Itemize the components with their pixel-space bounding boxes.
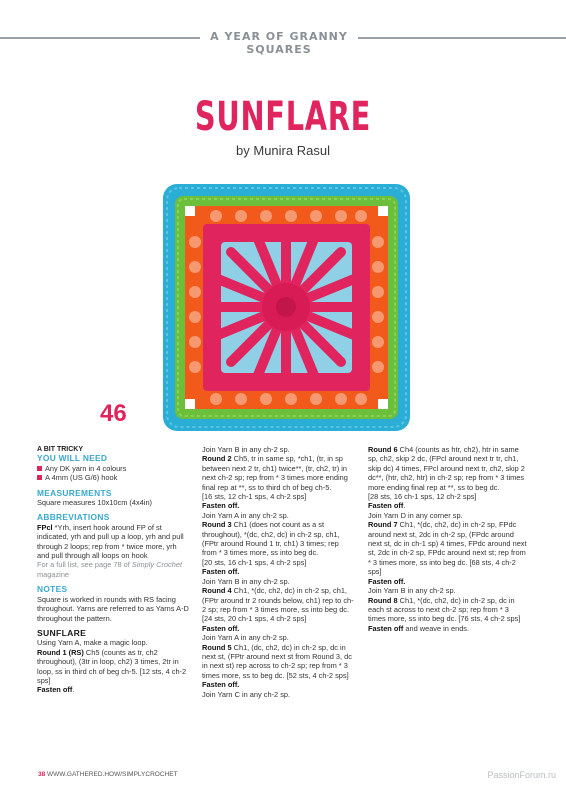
watermark: PassionForum.ru [487, 770, 556, 780]
join-instruction: Join Yarn C in any ch-2 sp. [202, 689, 291, 699]
stitch-count: [16 sts, 12 ch-1 sps, 4 ch-2 sps] [202, 492, 307, 502]
fasten-off: Fasten off. [368, 501, 406, 511]
join-instruction: Join Yarn B in any ch-2 sp. [202, 445, 290, 454]
notes-text: Square is worked in rounds with RS facing throughout. Yarns are referred to as Yarns A-D throughout the pattern. [37, 594, 189, 623]
round-2: Round 2 Ch5, tr in same sp, *ch1, (tr, in sp between next 2 tr, ch1) twice**, (tr, ch2, tr) in next ch-2 sp; rep from * 3 times more ending final rep at **, ss to third ch of beg ch-5. [202, 454, 348, 492]
pattern-title: SUNFLARE [194, 94, 372, 140]
series-header [0, 30, 566, 56]
round-7: Round 7 Ch1, *(dc, ch2, dc) in ch-2 sp, FPdc around next st, 2dc in ch-2 sp, (FPdc around next st, dc in ch-1 sp) 4 times, FPdc around next st, 2dc in ch-2 sp, FPdc around next st; rep from * 3 times more, ss into beg dc. [68 sts, 4 ch-2 sps] [368, 520, 527, 577]
stitch-count: [24 sts, 20 ch-1 sps, 4 ch-2 sps] [202, 614, 307, 624]
round-5: Round 5 Ch1, (dc, ch2, dc) in ch-2 sp, dc in next st, (FPtr around next st from Round 3, dc in next st) rep across to ch-2 sp; rep from * 3 times more, ss to beg dc. [52 sts, 4 ch-2 sps] [202, 642, 352, 680]
join-instruction: Join Yarn A in any ch-2 sp. [202, 510, 289, 520]
series-title: A YEAR OF GRANNY SQUARES [210, 30, 348, 56]
abbreviations-note: For a full list, see page 78 of Simply Crochet magazine [37, 560, 183, 579]
fasten-off: Fasten off. [202, 567, 240, 577]
footer-page-number: 38 [38, 771, 46, 778]
bullet-square-icon [37, 466, 42, 471]
fasten-off: Fasten off. [37, 685, 75, 695]
measurements-text: Square measures 10x10cm (4x4in) [37, 498, 153, 508]
round-6: Round 6 Ch4 (counts as htr, ch2), htr in same sp, ch2, skip 2 dc, (FPcl around next tr tr, ch1, skip dc) 4 times, FPcl around next tr, ch2, skip 2 dc**, (htr, ch2, htr) in ch-2 sp; rep from * 3 times more ending final rep at **, ss to beg dc. [368, 445, 525, 492]
pattern-heading: SUNFLARE [37, 627, 87, 638]
text-column-3 [368, 445, 528, 633]
fasten-off: Fasten off. [202, 680, 240, 690]
header-rule-left [0, 37, 200, 39]
you-will-need-heading: YOU WILL NEED [37, 453, 108, 464]
join-instruction: Join Yarn B in any ch-2 sp. [202, 576, 290, 586]
fasten-off: Fasten off and weave in ends. [368, 623, 470, 633]
supply-item: Any DK yarn in 4 colours [37, 464, 189, 473]
footer-url: WWW.GATHERED.HOW/SIMPLYCROCHET [45, 771, 178, 778]
text-column-2 [202, 445, 355, 699]
abbreviation-entry: FPcl *Yrh, insert hook around FP of st indicated, yrh and pull up a loop, yrh and pull through 2 loops; rep from * twice more, yrh and pull through all loops on hook [37, 522, 184, 561]
abbreviations-heading: ABBREVIATIONS [37, 512, 110, 523]
fasten-off: Fasten off. [368, 576, 406, 586]
bullet-square-icon [37, 475, 42, 480]
supply-item: A 4mm (US G/6) hook [37, 473, 189, 482]
round-8: Round 8 Ch1, *(dc, ch2, dc) in ch-2 sp, dc in each st across to next ch-2 sp; rep from * 3 times more, ss into beg dc. [76 sts, 4 ch-2 sps] [368, 595, 521, 624]
round-3: Round 3 Ch1 (does not count as a st throughout), *(dc, ch2, dc) in ch-2 sp, ch1, (FPtr around Round 1 tr, ch1) 3 times; rep from * 3 times more, ss into beg dc. [202, 520, 340, 558]
join-instruction: Join Yarn A in any ch-2 sp. [202, 633, 289, 643]
text-column-1 [37, 445, 189, 695]
difficulty-label: A BIT TRICKY [37, 446, 84, 453]
join-instruction: Join Yarn D in any corner sp. [368, 510, 463, 520]
stitch-count: [20 sts, 16 ch-1 sps, 4 ch-2 sps] [202, 557, 307, 567]
header-rule-right [358, 37, 566, 39]
page-number-badge: 46 [100, 400, 127, 427]
fasten-off: Fasten off. [202, 623, 240, 633]
fasten-off: Fasten off. [202, 501, 240, 511]
join-instruction: Join Yarn B in any ch-2 sp. [368, 586, 456, 596]
stitch-count: [28 sts, 16 ch-1 sps, 12 ch-2 sps] [368, 492, 477, 502]
notes-heading: NOTES [37, 584, 68, 595]
round-4: Round 4 Ch1, *(dc, ch2, dc) in ch-2 sp, ch1, (FPtr around tr 2 rounds below, ch1) rep to ch-2 sp; rep from * 3 times more, ss into beg dc. [202, 586, 354, 614]
measurements-heading: MEASUREMENTS [37, 487, 112, 498]
round-1: Round 1 (RS) Ch5 (counts as tr, ch2 throughout), (3tr in loop, ch2) 3 times, 2tr in loop, ss in third ch of beg ch-5. [12 sts, 4 ch-2 sps] [37, 647, 187, 685]
designer-byline: by Munira Rasul [236, 143, 330, 158]
page-footer [38, 771, 178, 778]
pattern-intro: Using Yarn A, make a magic loop. [37, 638, 148, 648]
granny-square-photo [161, 182, 412, 433]
